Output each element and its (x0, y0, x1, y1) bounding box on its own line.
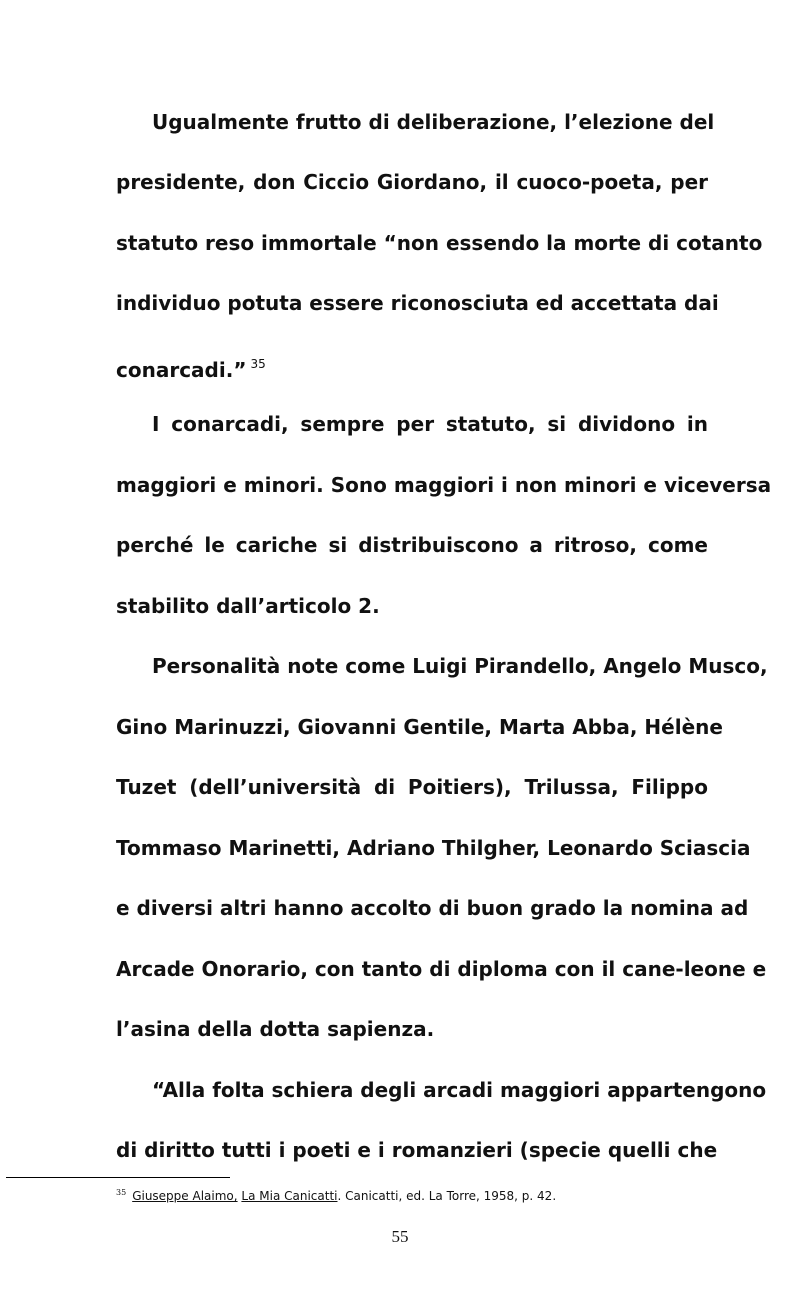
footnote-details: . Canicatti, ed. La Torre, 1958, p. 42. (337, 1189, 557, 1203)
paragraph-3-line-7: l’asina della dotta sapienza. (116, 1017, 435, 1041)
paragraph-1-line-1: Ugualmente frutto di deliberazione, l’elezione del (152, 110, 715, 134)
paragraph-2-line-3: perché le cariche si distribuiscono a ritroso, come (116, 533, 708, 557)
paragraph-1-line-2: presidente, don Ciccio Giordano, il cuoco-poeta, per (116, 170, 708, 194)
paragraph-1-line-5 (116, 350, 708, 384)
paragraph-4-line-1: “Alla folta schiera degli arcadi maggiori appartengono (152, 1078, 767, 1102)
paragraph-4-line-2: di diritto tutti i poeti e i romanzieri (specie quelli che (116, 1138, 718, 1162)
footnote-reference[interactable]: 35 (250, 357, 266, 371)
paragraph-3-line-3: Tuzet (dell’università di Poitiers), Trilussa, Filippo (116, 775, 708, 799)
footnote-title[interactable]: La Mia Canicatti (241, 1189, 338, 1203)
footnote-author[interactable]: Giuseppe Alaimo, (132, 1189, 238, 1203)
paragraph-3-line-1: Personalità note come Luigi Pirandello, Angelo Musco, (152, 654, 768, 678)
paragraph-3-line-4: Tommaso Marinetti, Adriano Thilgher, Leonardo Sciascia (116, 836, 751, 860)
paragraph-3-line-5: e diversi altri hanno accolto di buon grado la nomina ad (116, 896, 749, 920)
footnote (116, 1184, 556, 1205)
paragraph-1-last-text: conarcadi.” (116, 358, 247, 382)
paragraph-2-line-1: I conarcadi, sempre per statuto, si dividono in (152, 412, 708, 436)
paragraph-1-line-4: individuo potuta essere riconosciuta ed accettata dai (116, 291, 719, 315)
paragraph-2-line-4: stabilito dall’articolo 2. (116, 594, 380, 618)
paragraph-3-line-6: Arcade Onorario, con tanto di diploma con il cane-leone e (116, 957, 767, 981)
page-number: 55 (391, 1227, 409, 1246)
footnote-number: 35 (116, 1188, 127, 1197)
paragraph-3-line-2: Gino Marinuzzi, Giovanni Gentile, Marta Abba, Hélène (116, 715, 723, 739)
paragraph-1-line-3: statuto reso immortale “non essendo la morte di cotanto (116, 231, 763, 255)
paragraph-2-line-2: maggiori e minori. Sono maggiori i non minori e viceversa (116, 473, 772, 497)
footnote-separator (6, 1177, 230, 1178)
